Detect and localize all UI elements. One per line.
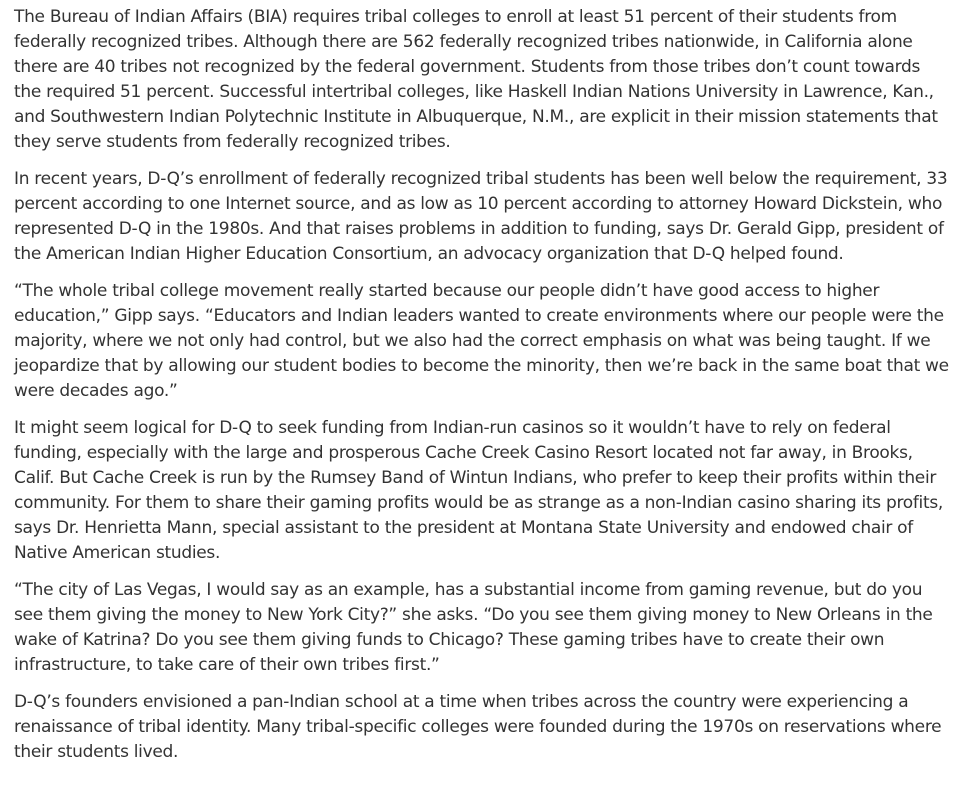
paragraph-founders: D-Q’s founders envisioned a pan-Indian school at a time when tribes across the country were experiencing a renaissance of tribal identity. Many tribal-specific colleges were founded during the 1970s on reservations where their students lived. xyxy=(14,692,942,762)
paragraph-mann-quote: “The city of Las Vegas, I would say as an example, has a substantial income from gaming revenue, but do you see them giving the money to New York City?” she asks. “Do you see them giving money to New Orleans in the wake of Katrina? Do you see them giving funds to Chicago? These gaming tribes have to create their own infrastructure, to take care of their own tribes first.” xyxy=(14,580,933,675)
paragraph-gipp-quote: “The whole tribal college movement really started because our people didn’t have good access to higher education,” Gipp says. “Educators and Indian leaders wanted to create environments where our people were the majority, where we not only had control, but we also had the correct emphasis on what was being taught. If we jeopardize that by allowing our student bodies to become the minority, then we’re back in the same boat that we were decades ago.” xyxy=(14,281,949,401)
paragraph-bia-requirement: The Bureau of Indian Affairs (BIA) requires tribal colleges to enroll at least 51 percent of their students from federally recognized tribes. Although there are 562 federally recognized tribes nationwide, in California alone there are 40 tribes not recognized by the federal government. Students from those tribes don’t count towards the required 51 percent. Successful intertribal colleges, like Haskell Indian Nations University in Lawrence, Kan., and Southwestern Indian Polytechnic Institute in Albuquerque, N.M., are explicit in their mission statements that they serve students from federally recognized tribes. xyxy=(14,7,938,152)
paragraph-enrollment: In recent years, D-Q’s enrollment of federally recognized tribal students has been well below the requirement, 33 percent according to one Internet source, and as low as 10 percent according to attorney Howard Dickstein, who represented D-Q in the 1980s. And that raises problems in addition to funding, says Dr. Gerald Gipp, president of the American Indian Higher Education Consortium, an advocacy organization that D-Q helped found. xyxy=(14,169,948,264)
paragraph-casino-funding: It might seem logical for D-Q to seek funding from Indian-run casinos so it wouldn’t have to rely on federal funding, especially with the large and prosperous Cache Creek Casino Resort located not far away, in Brooks, Calif. But Cache Creek is run by the Rumsey Band of Wintun Indians, who prefer to keep their profits within their community. For them to share their gaming profits would be as strange as a non-Indian casino sharing its profits, says Dr. Henrietta Mann, special assistant to the president at Montana State University and endowed chair of Native American studies. xyxy=(14,418,944,563)
